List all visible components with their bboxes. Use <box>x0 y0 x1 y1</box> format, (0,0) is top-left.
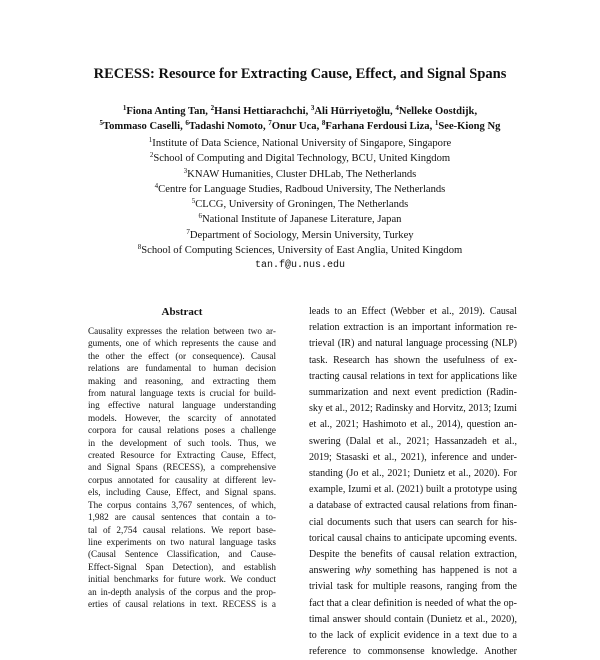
text-line: The corpus contains 3,767 sentences, of which, <box>88 499 276 510</box>
text-line: et al., 2021; Hashimoto et al., 2014), question an- <box>309 419 517 431</box>
text-line: Despite the benefits of causal relation extraction, <box>309 549 517 561</box>
text-line: and Signal Spans (RECESS), a comprehensive <box>88 462 276 473</box>
author-line: $^1$Fiona Anting Tan, $^2$Hansi Hettiarachchi, $^3$Ali Hürriyetoğlu, $^4$Nelleke Oostdijk, <box>122 104 478 117</box>
text-line: trieval (IR) and natural language processing (NLP) <box>309 338 517 350</box>
text-line: to the lack of explicit evidence in a text due to a <box>309 630 517 642</box>
text-line: answering why something has happened is not a <box>309 565 517 577</box>
affiliation: $^8$School of Computing Sciences, University of East Anglia, United Kingdom <box>137 243 463 257</box>
affiliation: $^2$School of Computing and Digital Technology, BCU, United Kingdom <box>149 151 451 165</box>
abstract-body <box>88 325 276 610</box>
text-line: created Resource for Extracting Cause, Effect, <box>88 450 276 461</box>
introduction-text <box>309 304 517 660</box>
author-line: $^5$Tommaso Caselli, $^6$Tadashi Nomoto, $^7$Onur Uca, $^8$Farhana Ferdousi Liza, $^1$See-Kiong Ng <box>99 119 501 132</box>
text-line: from natural language texts is crucial for build- <box>88 388 276 399</box>
text-line: trivial task for multiple reasons, ranging from the <box>309 581 517 593</box>
text-line: els, including Cause, Effect, and Signal spans. <box>88 487 276 498</box>
text-line: swering (Dalal et al., 2021; Hassanzadeh et al., <box>309 435 517 447</box>
text-line: corpora for causal relations poses a challenge <box>88 425 276 436</box>
text-line: line experiments on two natural language tasks <box>88 536 276 547</box>
text-line: making and reasoning, and extracting them <box>88 375 276 386</box>
text-line: Causality expresses the relation between two ar- <box>88 326 276 336</box>
text-line: standing (Jo et al., 2021; Dunietz et al., 2020). For <box>309 468 517 480</box>
text-line: (Causal Sentence Classification, and Cause- <box>88 549 276 560</box>
text-line: relation extraction is an important information re- <box>309 322 517 334</box>
text-line: sky et al., 2012; Radinsky and Horvitz, 2013; Izumi <box>309 403 517 415</box>
text-line: 1,982 are causal sentences that contain a to- <box>88 512 276 523</box>
text-line: an in-depth analysis of the corpus and the prop- <box>88 586 276 597</box>
abstract-heading: Abstract <box>161 306 203 318</box>
text-line: torical causal chains to anticipate upcoming events. <box>309 532 517 544</box>
text-line: tal of 2,754 causal relations. We report base- <box>88 524 276 535</box>
affiliation: $^5$CLCG, University of Groningen, The Netherlands <box>191 197 409 211</box>
affiliation: $^3$KNAW Humanities, Cluster DHLab, The Netherlands <box>183 166 417 180</box>
text-line: the other the effect (or consequence). Causal <box>88 350 276 361</box>
text-line: example, Izumi et al. (2021) built a prototype using <box>309 484 517 496</box>
text-line: 2019; Stasaski et al., 2021), inference and under- <box>309 451 517 463</box>
text-line: ing effective natural language understanding <box>88 400 276 411</box>
text-line: task. Research has shown the usefulness of ex- <box>309 354 517 366</box>
text-line: relations are fundamental to human decision <box>88 363 276 374</box>
affiliation: $^4$Centre for Language Studies, Radboud University, The Netherlands <box>154 181 446 195</box>
text-line: reference to commonsense knowledge. Another <box>309 646 517 658</box>
author-list <box>0 104 600 134</box>
affiliation-list <box>0 136 600 274</box>
affiliation: $^6$National Institute of Japanese Literature, Japan <box>198 212 402 226</box>
text-line: in the development of such tools. Thus, we <box>88 437 276 448</box>
text-line: timal answer should contain (Dunietz et al., 2020), <box>309 613 517 625</box>
text-line: Effect-Signal Span Detection), and establish <box>88 561 276 572</box>
affiliation: $^1$Institute of Data Science, National University of Singapore, Singapore <box>148 136 452 149</box>
text-line: fact that a clear definition is needed of what the op- <box>309 597 517 609</box>
text-line: models. However, the scarcity of annotated <box>88 412 276 423</box>
abstract-section <box>88 306 276 610</box>
text-line: initial benchmarks for future work. We conduct <box>88 574 276 585</box>
text-line: leads to an Effect (Webber et al., 2019). Causal <box>309 306 517 317</box>
affiliation: $^7$Department of Sociology, Mersin University, Turkey <box>186 227 414 241</box>
contact-email[interactable]: tan.f@u.nus.edu <box>254 260 345 272</box>
text-line: tracting causal relations in text for applications like <box>309 370 517 382</box>
text-line: a database of extracted causal relations from finan- <box>309 500 517 512</box>
text-line: erties of causal relations in text. RECESS is a <box>88 598 276 609</box>
paper-title: RECESS: Resource for Extracting Cause, Effect, and Signal Spans <box>93 66 507 82</box>
text-line: summarization and next event prediction (Radin- <box>309 387 517 399</box>
text-line: corpus annotated for causality at different lev- <box>88 474 276 485</box>
text-line: cial documents such that users can search for his- <box>309 516 517 528</box>
text-line: guments, one of which represents the cause and <box>88 338 276 349</box>
